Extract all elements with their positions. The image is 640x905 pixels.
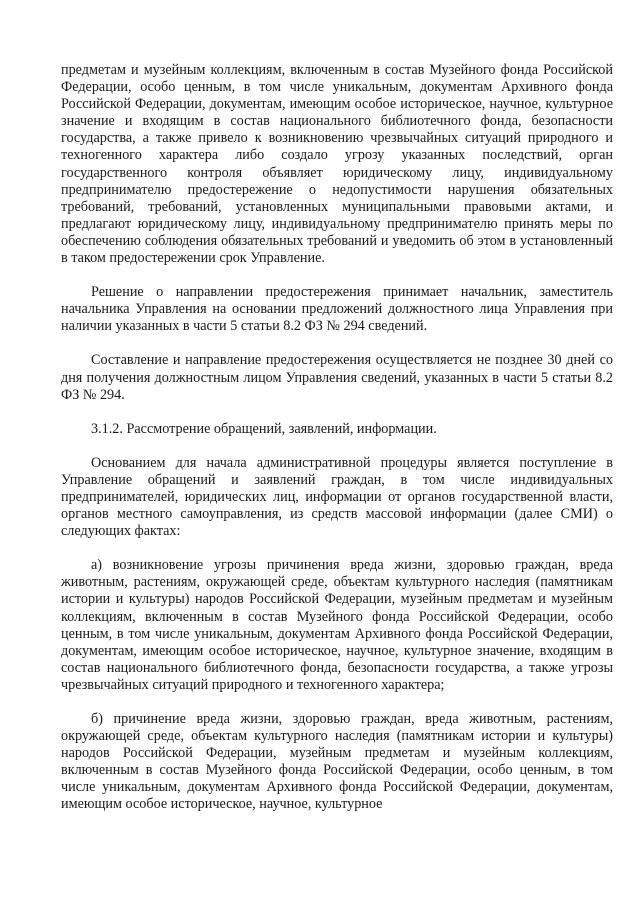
paragraph-warning-deadline: Составление и направление предостережения осуществляется не позднее 30 дней со дня получения должностным лицом Управления сведений, указанных в части 5 статьи 8.2 ФЗ № 294.	[61, 352, 613, 403]
paragraph-decision-on-warning: Решение о направлении предостережения принимает начальник, заместитель начальника Управления на основании предложений должностного лица Управления при наличии указанных в части 5 статьи 8.2 ФЗ № 294 сведений.	[61, 284, 613, 335]
section-heading-3-1-2: 3.1.2. Рассмотрение обращений, заявлений, информации.	[91, 420, 437, 437]
paragraph-procedure-basis: Основанием для начала административной процедуры является поступление в Управление обращений и заявлений граждан, в том числе индивидуальных предпринимателей, юридических лиц, информации от органов государственной власти, органов местного самоуправления, из средств массовой информации (далее СМИ) о следующих фактах:	[61, 454, 613, 540]
list-item-a: а) возникновение угрозы причинения вреда жизни, здоровью граждан, вреда животным, растениям, окружающей среде, объектам культурного наследия (памятникам истории и культуры) народов Российской Федерации, музейным предметам и музейным коллекциям, включенным в состав Музейного фонда Российской Федерации, особо ценным, в том числе уникальным, документам Архивного фонда Российской Федерации, документам, имеющим особое историческое, научное, культурное значение, входящим в состав национального библиотечного фонда, безопасности государства, а также угрозы чрезвычайных ситуаций природного и техногенного характера;	[61, 557, 613, 693]
list-item-b: б) причинение вреда жизни, здоровью граждан, вреда животным, растениям, окружающей среде, объектам культурного наследия (памятникам истории и культуры) народов Российской Федерации, музейным предметам и музейным коллекциям, включенным в состав Музейного фонда Российской Федерации, особо ценным, в том числе уникальным, документам Архивного фонда Российской Федерации, документам, имеющим особое историческое, научное, культурное	[61, 711, 613, 813]
document-page	[61, 62, 613, 814]
paragraph-warning-continuation: предметам и музейным коллекциям, включенным в состав Музейного фонда Российской Федерации, особо ценным, в том числе уникальным, документам Архивного фонда Российской Федерации, документам, имеющим особое историческое, научное, культурное значение и входящим в состав национального библиотечного фонда, безопасности государства, а также привело к возникновению чрезвычайных ситуаций природного и техногенного характера либо создало угрозу указанных последствий, орган государственного контроля объявляет юридическому лицу, индивидуальному предпринимателю предостережение о недопустимости нарушения обязательных требований, требований, установленных муниципальными правовыми актами, и предлагают юридическому лицу, индивидуальному предпринимателю принять меры по обеспечению соблюдения обязательных требований и уведомить об этом в установленный в таком предостережении срок Управление.	[61, 62, 613, 267]
